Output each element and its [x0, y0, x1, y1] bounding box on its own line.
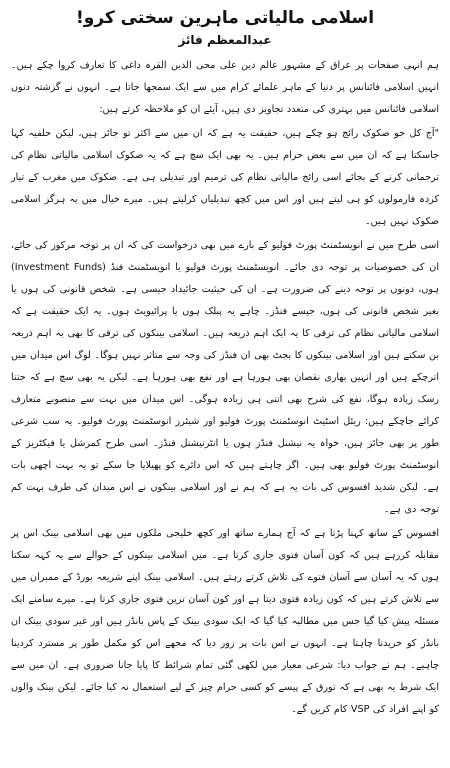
article-paragraph-fatwa: افسوس کے ساتھ کہنا پڑتا ہے کہ آج ہمارے ساتھ اور کچھ خلیجی ملکوں میں بھی اسلامی بینک اس پر مقابلہ کررہے ہیں کہ کون آسان فتوی جاری کرتا ہے۔ میں اسلامی بینکوں کے حوالے سے یہ کہہ سکتا ہوں کہ یہ آسان سے آسان فتوے کی تلاش کرتے رہتے ہیں۔ اسلامی بینک اپنے شریعہ بورڈ کے ممبران میں سے تلاش کرتے ہیں کہ کون زیادہ فتوی دیتا ہے اور کون آسان ترین فتوی جاری کرتا ہے۔ میرے سامنے ایک مسئلہ پیش کیا گیا جس میں مطالبہ کیا گیا کہ ایک سودی بینک کے پاس بانڈز ہیں اور غیر سودی بینک ان بانڈز کو خریدنا چاہتا ہے۔ انہوں نے اس بات پر زور دیا کہ مجھے اس کو مکمل طور پر مسترد کردینا چاہیے۔ ہم نے جواب دیا: شرعی معیار میں لکھی گئی تمام شرائط کا پایا جانا ضروری ہے۔ ان میں سے ایک شرط یہ بھی ہے کہ تورق کے پیسے کو کسی حرام چیز کے لیے استعمال نہ کیا جائے۔ لیکن بینک والوں کو اپنے افراد کی VSP کام کریں گے۔ [11, 528, 439, 715]
article-title: اسلامی مالیاتی ماہرین سختی کرو! [75, 8, 375, 28]
article-author: عبدالمعظم فائز [178, 33, 272, 47]
article-paragraph-intro: ہم انہی صفحات پر عراق کے مشہور عالم دین علی محی الدین القرہ داغی کا تعارف کروا چکے ہیں۔ انہیں اسلامی فائنانس پر دنیا کے ماہر علمائے کرام میں سے ایک سمجھا جاتا ہے۔ انہوں نے گزشتہ دنوں اسلامی فائنانس میں بہتری کی متعدد تجاویز دی ہیں، آیئے ان کو ملاحظہ کرتے ہیں: [11, 60, 439, 115]
article-paragraph-quote: "آج کل جو صکوک رائج ہو چکے ہیں، حقیقت یہ ہے کہ ان میں سے اکثر تو جائز ہیں، لیکن حلفیہ کہا جاسکتا ہے کہ ان میں سے بعض حرام ہیں۔ یہ بھی ایک سچ ہے کہ یہ صکوک اسلامی مالیاتی نظام کی ترجمانی کرنے کے بجائے اسی رائج مالیاتی نظام کی ترمیم اور تبدیلی ہی ہے۔ صکوک میں مغرب کے تیار کردہ فارمولوں کو ہی لیتے ہیں اور اس میں کچھ تبدیلیاں کرلیتے ہیں۔ میرے خیال میں یہ ہرگز اسلامی صکوک نہیں ہیں۔ [11, 128, 439, 227]
article-paragraph-portfolio: اسی طرح میں نے انویسٹمنٹ پورٹ فولیو کے بارے میں بھی درخواست کی کہ ان پر توجہ مرکوز کی جائے، ان کی خصوصیات پر توجہ دی جائے۔ انویسٹمنٹ پورٹ فولیو یا انویسٹمنٹ فنڈ (Investment Funds) ہوں، دونوں پر توجہ دینے کی ضرورت ہے۔ ان کی حیثیت جائیداد جیسی ہے۔ شخص قانونی کی ہوں یا بغیر شخص قانونی کی ہوں، جیسے فنڈز۔ چاہے یہ پبلک ہوں یا پرائیویٹ ہوں۔ یہ ایک حقیقت ہے کہ اسلامی مالیاتی نظام کی ترقی کا یہ ایک اہم ذریعہ ہیں۔ اسلامی بینکوں کی ترقی کا بھی یہ اہم ذریعہ بن سکتے ہیں اور اسلامی بینکوں کا بجٹ بھی ان فنڈز کی وجہ سے متاثر نہیں ہوگا۔ لوگ اس میدان میں اترچکے ہیں اور انہیں بھاری نقصان بھی ہورہا ہے اور نفع بھی ہورہا ہے۔ لیکن یہ بھی سچ ہے کہ جتنا رسک زیادہ ہوگا، نفع کی شرح بھی اتنی ہی زیادہ ہوگی۔ اس میدان میں بہت سے منصوبے متعارف کرائے جاچکے ہیں: ریئل اسٹیٹ انوسٹمنٹ پورٹ فولیو اور شیئرز انوسٹمنٹ پورٹ فولیو۔ یہ سب شرعی طور پر بھی جائز ہیں، خواہ یہ نیشنل فنڈز ہوں یا انٹرنیشنل فنڈز۔ اسی طرح کمرشل یا فیکٹریز کے انوسٹمنٹ پورٹ فولیو بھی ہیں۔ اگر چاہتے ہیں کہ اس دائرے کو پھیلایا جا سکے تو یہ بہت اچھی بات ہے۔ لیکن شدید افسوس کی بات یہ ہے کہ ہم نے اور اسلامی بینکوں نے اس میدان کی طرف بہت کم توجہ دی ہے۔ [11, 240, 439, 515]
